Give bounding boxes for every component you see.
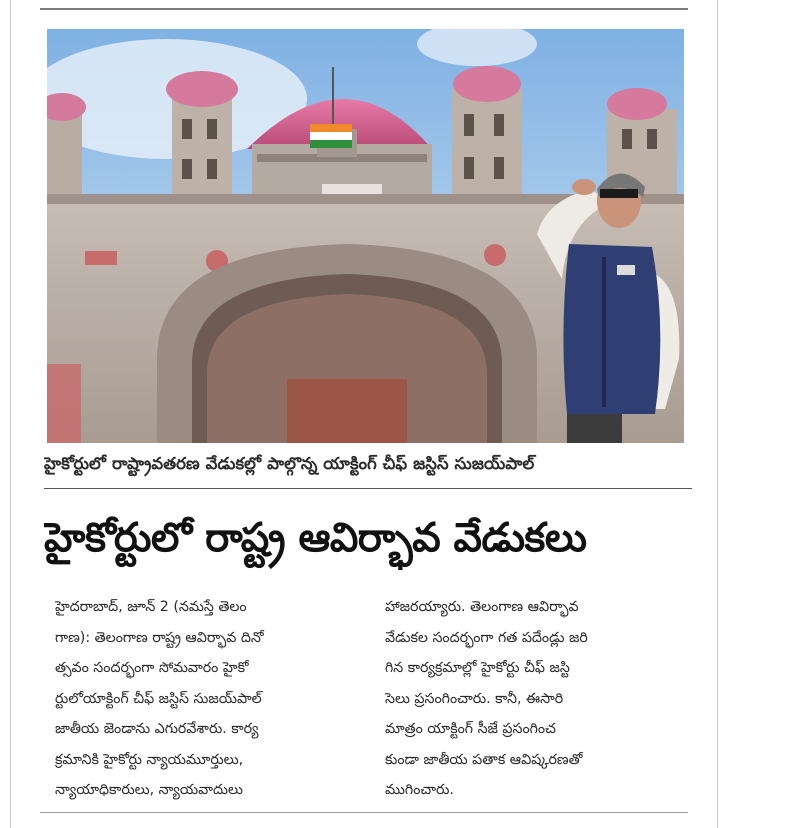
headline: హైకోర్టులో రాష్ట్ర ఆవిర్భావ వేడుకలు xyxy=(44,515,587,561)
article-line: హైదరాబాద్, జూన్ 2 (నమస్తే తెలం xyxy=(55,599,247,615)
article-line: కుండా జాతీయ పతాక ఆవిష్కరణతో xyxy=(385,751,583,768)
article-column-right xyxy=(385,592,685,806)
news-photo xyxy=(47,29,684,443)
article-line: సెలు ప్రసంగించారు. కానీ, ఈసారి xyxy=(385,690,564,707)
article-line: త్సవం సందర్భంగా సోమవారం హైకో xyxy=(55,660,249,676)
article-line: వేడుకల సందర్భంగా గత పదేండ్లు జరి xyxy=(385,629,588,646)
article-line: న్యాయాధికారులు, న్యాయవాదులు xyxy=(55,782,243,798)
article-line: గాణ): తెలంగాణ రాష్ట్ర ఆవిర్భావ దినో xyxy=(55,629,264,646)
article-line: గిన కార్యక్రమాల్లో హైకోర్టు చీఫ్ జస్టి xyxy=(385,660,570,676)
right-border-rule xyxy=(717,0,718,828)
caption-divider xyxy=(44,488,692,489)
article-line: హాజరయ్యారు. తెలంగాణ ఆవిర్భావ xyxy=(385,599,579,615)
high-court-illustration xyxy=(47,29,684,443)
left-border-rule xyxy=(10,0,11,828)
article-line: ర్టులోయాక్టింగ్ చీఫ్ జస్టిస్ సుజయ్‌పాల్ xyxy=(55,690,262,707)
top-divider xyxy=(40,8,688,10)
article-line: జాతీయ జెండాను ఎగురవేశారు. కార్య xyxy=(55,721,259,737)
article-line: క్రమానికి హైకోర్టు న్యాయమూర్తులు, xyxy=(55,751,244,768)
bottom-divider xyxy=(40,812,688,813)
photo-caption: హైకోర్టులో రాష్ట్రావతరణ వేడుకల్లో పాల్గొన్న యాక్టింగ్ చీఫ్ జస్టిస్ సుజయ్‌పాల్ xyxy=(44,454,535,473)
article-line: మాత్రం యాక్టింగ్ సీజే ప్రసంగించ xyxy=(385,721,556,737)
article-line: ముగించారు. xyxy=(385,782,454,798)
article-column-left xyxy=(55,592,355,806)
